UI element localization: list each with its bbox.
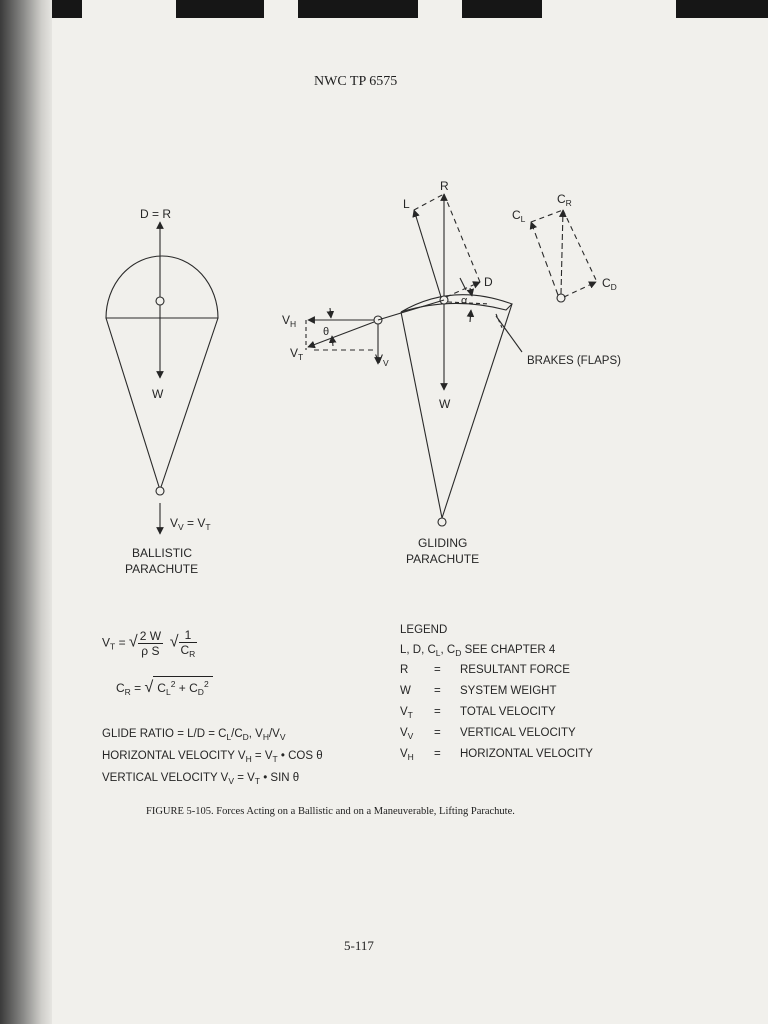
cr-formula: $C_R$ = √ $C_L^2 + C_D^2$ xyxy=(116,676,213,697)
ballistic-name-2: PARACHUTE xyxy=(125,562,199,576)
page-header: NWC TP 6575 xyxy=(314,74,398,89)
gliding-canopy xyxy=(401,295,512,312)
legend-title: LEGEND xyxy=(400,624,448,636)
glide-ratio-formula: GLIDE RATIO = $L/D = C_L/C_D$, $V_H/V_V$ xyxy=(102,728,286,742)
theta-label: θ xyxy=(323,326,330,338)
vv-gliding-label: $V_V$ xyxy=(375,352,389,368)
cd-label: $C_D$ xyxy=(602,276,617,292)
alpha-label: α xyxy=(461,295,468,307)
horizontal-velocity-formula: HORIZONTAL VELOCITY $V_H = V_T$ • COS θ xyxy=(102,750,323,764)
ballistic-suspension-lines xyxy=(106,318,218,490)
ballistic-top-label: D = R xyxy=(140,207,172,221)
gliding-name-1: GLIDING xyxy=(418,536,468,550)
ballistic-w-label: W xyxy=(152,387,164,401)
vt-label: $V_T$ xyxy=(290,346,304,362)
legend-description: RESULTANT FORCE xyxy=(460,664,570,676)
lift-arrow xyxy=(414,210,441,297)
legend-equals: = xyxy=(434,748,441,760)
ballistic-payload-point xyxy=(156,487,164,495)
gliding-l-label: L xyxy=(403,197,410,211)
legend-equals: = xyxy=(434,685,441,697)
vertical-velocity-formula: VERTICAL VELOCITY $V_V = V_T$ • SIN θ xyxy=(102,772,300,786)
gliding-r-label: R xyxy=(440,179,449,193)
legend-description: TOTAL VELOCITY xyxy=(460,706,556,718)
legend-symbol: $V_V$ xyxy=(400,727,414,741)
brakes-label: BRAKES (FLAPS) xyxy=(527,355,621,367)
legend-symbol: W xyxy=(400,685,411,697)
legend-symbol: $V_T$ xyxy=(400,706,413,720)
gliding-name-2: PARACHUTE xyxy=(406,552,480,566)
ballistic-name-1: BALLISTIC xyxy=(132,546,193,560)
ballistic-parachute xyxy=(106,222,218,534)
ballistic-vv-label: $V_V = V_T$ xyxy=(170,516,211,532)
figure-caption: FIGURE 5-105. Forces Acting on a Ballistic and on a Maneuverable, Lifting Parachute. xyxy=(146,806,515,817)
legend-equals: = xyxy=(434,664,441,676)
gliding-payload-point xyxy=(438,518,446,526)
cl-arrow xyxy=(531,222,558,295)
cr-arrow xyxy=(561,210,563,294)
legend-description: HORIZONTAL VELOCITY xyxy=(460,748,593,760)
cd-arrow xyxy=(564,282,596,297)
gliding-parachute xyxy=(306,194,522,526)
cr-label: $C_R$ xyxy=(557,192,572,208)
vt-arrow xyxy=(308,322,374,347)
page-number: 5-117 xyxy=(344,938,374,953)
ballistic-canopy xyxy=(106,256,218,318)
legend-equals: = xyxy=(434,706,441,718)
vh-label: $V_H$ xyxy=(282,313,297,329)
legend-description: SYSTEM WEIGHT xyxy=(460,685,557,697)
coefficient-diagram xyxy=(531,210,597,302)
legend-symbol: R xyxy=(400,664,409,676)
legend-symbol: $V_H$ xyxy=(400,748,414,762)
legend-first-line: L, D, $C_L$, $C_D$ SEE CHAPTER 4 xyxy=(400,644,556,658)
legend-description: VERTICAL VELOCITY xyxy=(460,727,576,739)
vt-formula: $V_T$ = √ $\frac{2 W}{\text{ρ S}}$ √ $\frac{1}{C_R}$ xyxy=(102,628,196,659)
ballistic-center-point xyxy=(156,297,164,305)
legend-equals: = xyxy=(434,727,441,739)
cl-label: $C_L$ xyxy=(512,208,526,224)
gliding-d-label: D xyxy=(484,275,493,289)
gliding-suspension-lines xyxy=(401,304,512,518)
gliding-w-label: W xyxy=(439,397,451,411)
